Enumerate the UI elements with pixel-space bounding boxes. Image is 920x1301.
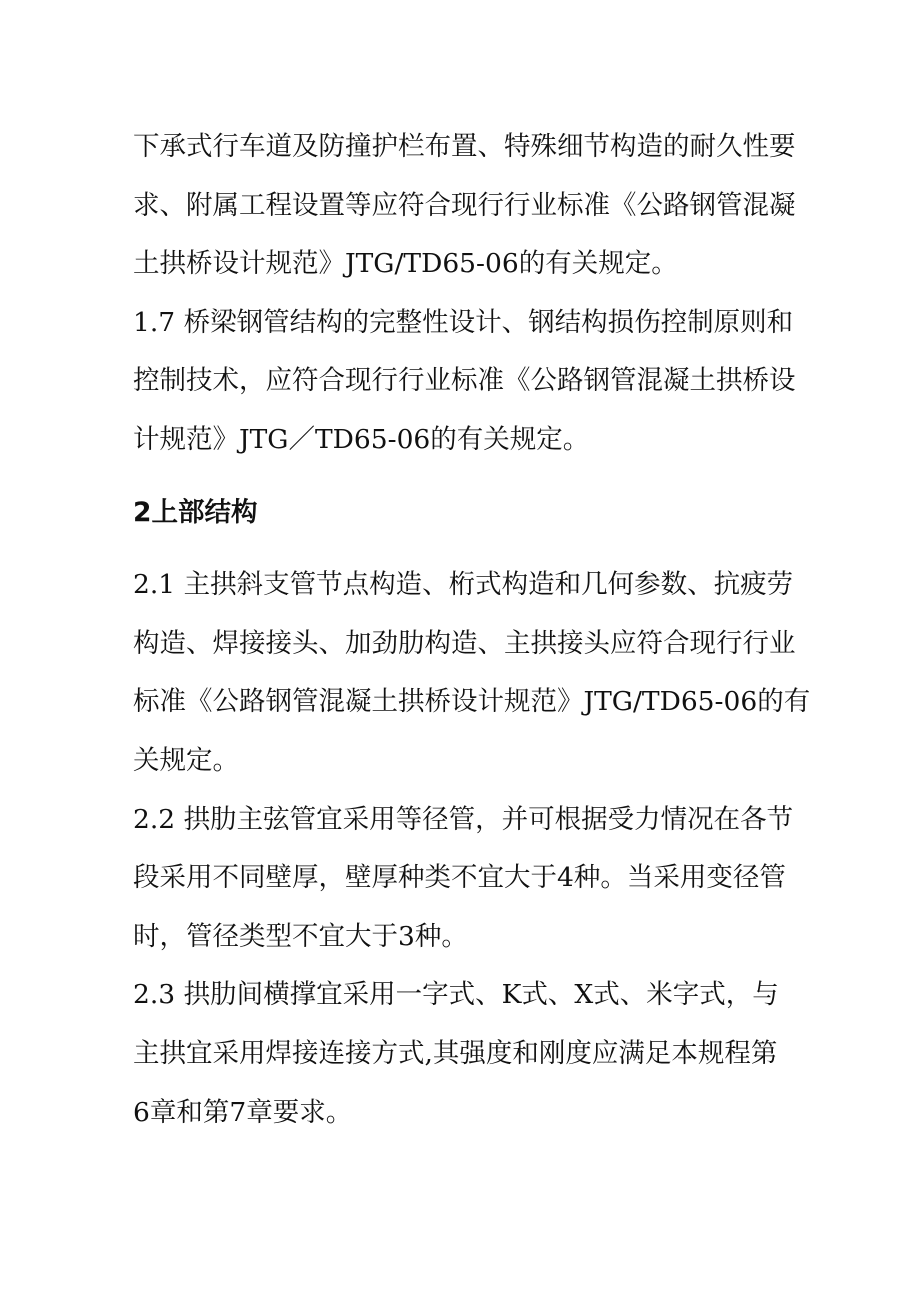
paragraph-section-2-1 xyxy=(133,556,811,790)
section-heading-superstructure xyxy=(133,484,798,543)
text-line: 土拱桥设计规范》JTG/TD65-06的有关规定。 xyxy=(133,248,678,280)
text-line: 构造、焊接接头、加劲肋构造、主拱接头应符合现行行业 xyxy=(133,627,796,659)
text-line: 时，管径类型不宜大于3种。 xyxy=(133,920,468,952)
text-line: 主拱宜采用焊接连接方式,其强度和刚度应满足本规程第 xyxy=(133,1037,778,1069)
paragraph-road-barrier-requirements xyxy=(133,118,798,294)
paragraph-section-1-7 xyxy=(133,294,798,470)
text-line: 控制技术，应符合现行行业标准《公路钢管混凝土拱桥设 xyxy=(133,365,796,397)
document-body xyxy=(133,118,811,1142)
text-line: 6章和第7章要求。 xyxy=(133,1096,353,1128)
paragraph-section-2-3 xyxy=(133,966,798,1142)
heading-text: 2上部结构 xyxy=(133,496,258,528)
text-line: 段采用不同壁厚，壁厚种类不宜大于4种。当采用变径管 xyxy=(133,862,786,894)
paragraph-section-2-2 xyxy=(133,791,798,967)
text-line: 下承式行车道及防撞护栏布置、特殊细节构造的耐久性要 xyxy=(133,131,796,162)
text-line: 1.7 桥梁钢管结构的完整性设计、钢结构损伤控制原则和 xyxy=(133,306,794,338)
text-line: 2.3 拱肋间横撑宜采用一字式、K式、X式、米字式，与 xyxy=(133,979,779,1011)
text-line: 求、附属工程设置等应符合现行行业标准《公路钢管混凝 xyxy=(133,189,796,221)
text-line: 关规定。 xyxy=(133,744,239,776)
text-line: 2.1 主拱斜支管节点构造、桁式构造和几何参数、抗疲劳 xyxy=(133,569,794,601)
text-line: 计规范》JTG／TD65-06的有关规定。 xyxy=(133,423,590,455)
text-line: 2.2 拱肋主弦管宜采用等径管，并可根据受力情况在各节 xyxy=(133,803,794,835)
text-line: 标准《公路钢管混凝土拱桥设计规范》JTG/TD65-06的有 xyxy=(133,686,811,718)
